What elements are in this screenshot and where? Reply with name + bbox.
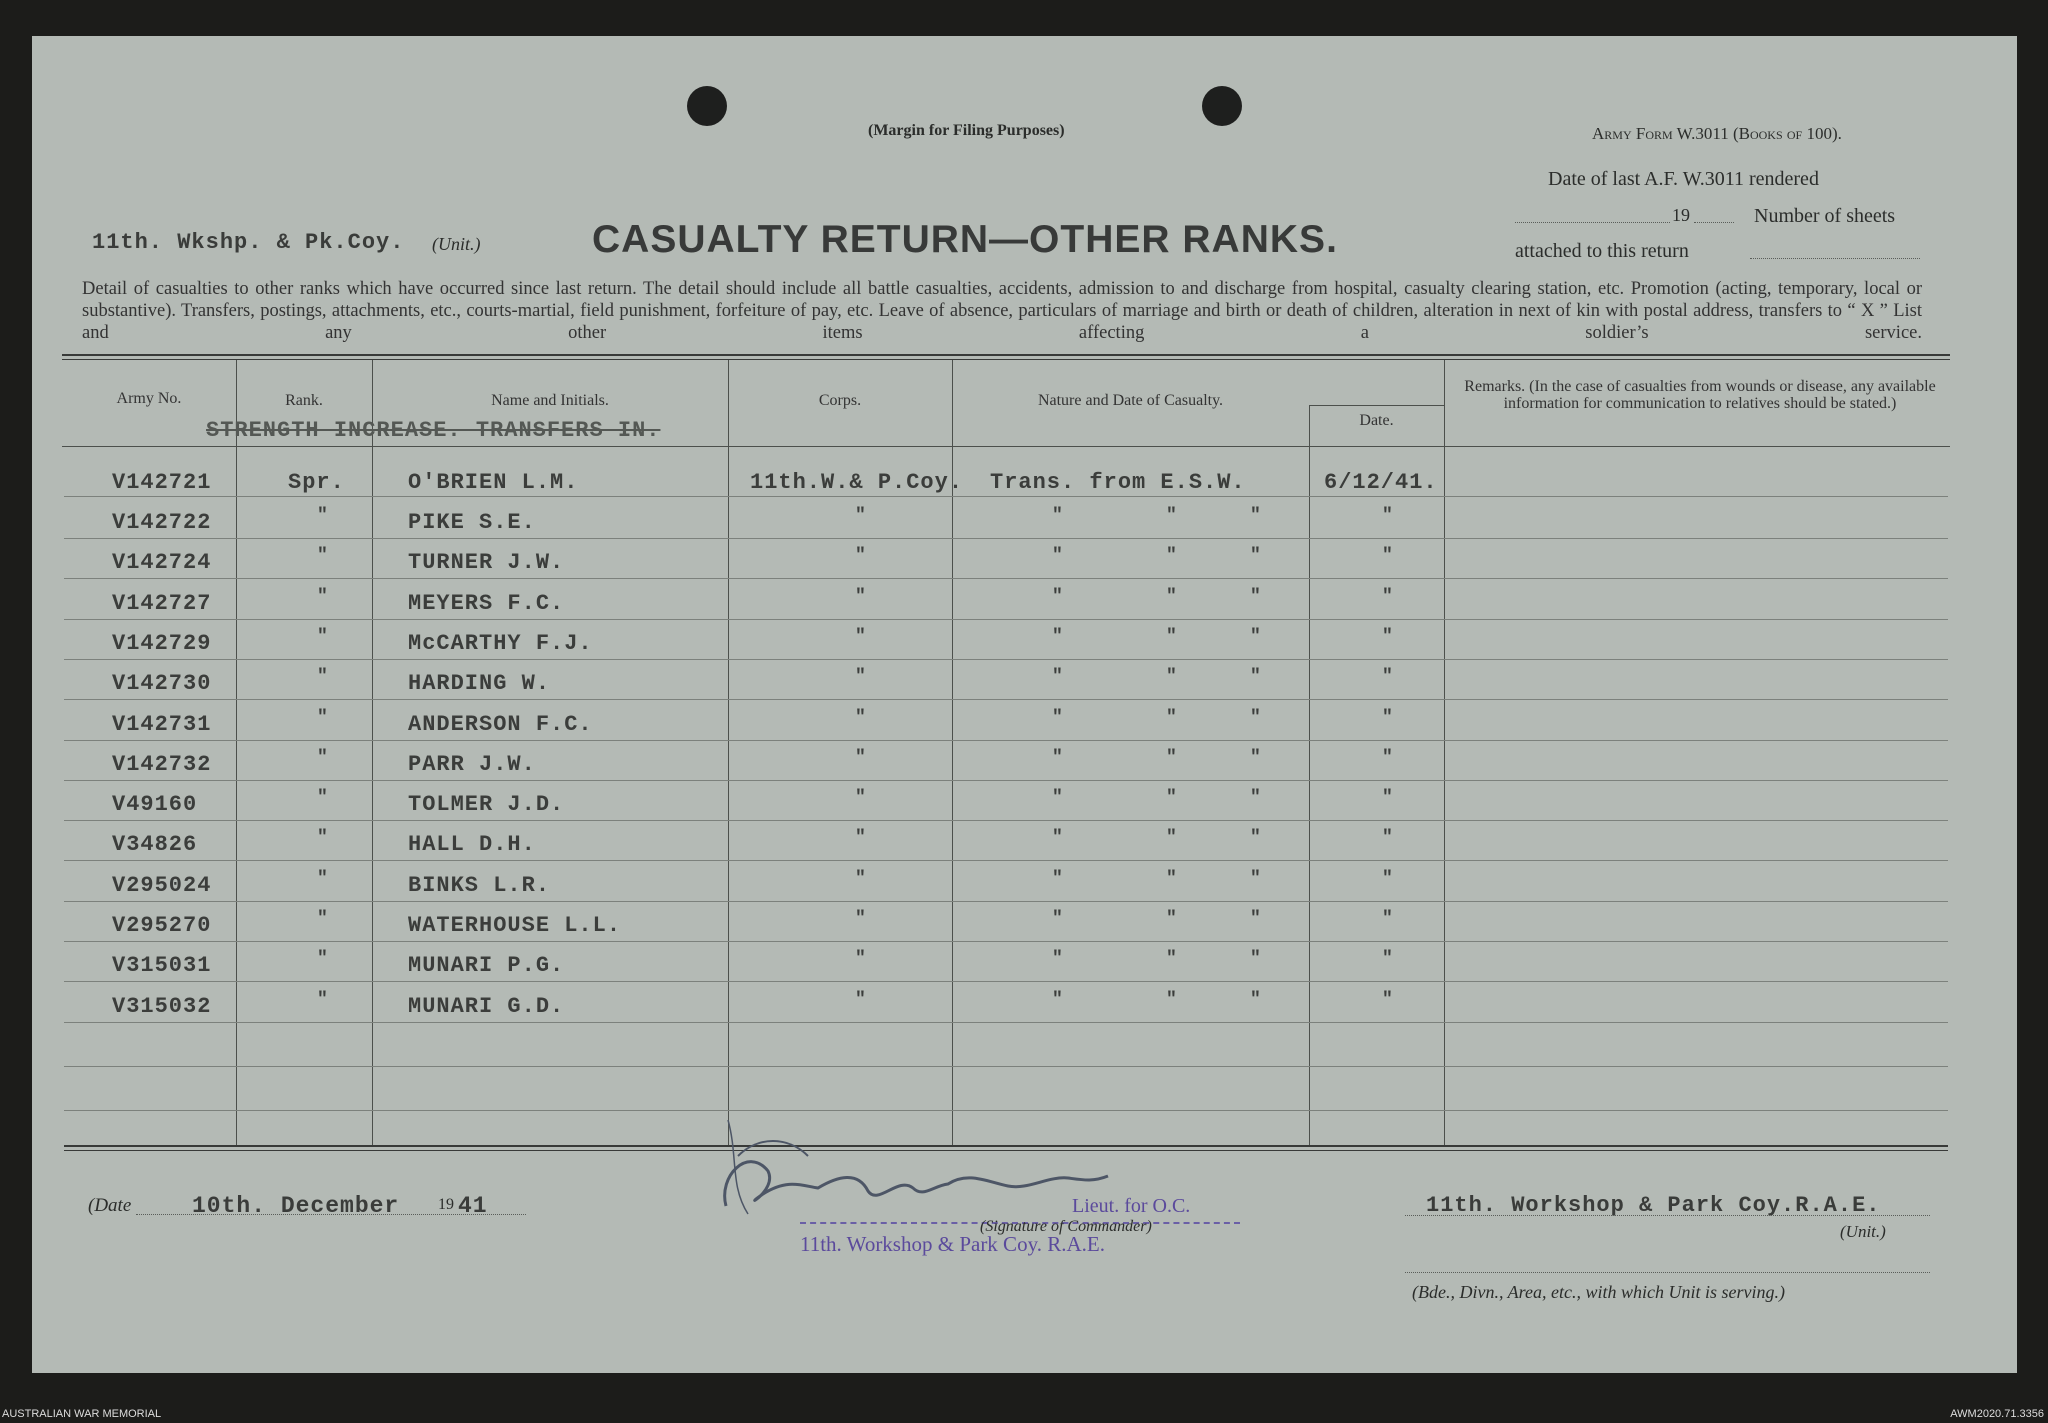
- ditto-mark: ": [1166, 626, 1177, 647]
- bde-label: (Bde., Divn., Area, etc., with which Unit is serving.): [1412, 1282, 1785, 1302]
- ditto-mark: ": [1382, 546, 1393, 567]
- ditto-mark: ": [317, 949, 328, 970]
- ditto-mark: ": [1250, 989, 1261, 1010]
- ditto-mark: ": [317, 546, 328, 567]
- ditto-mark: ": [317, 909, 328, 929]
- instructions-paragraph: Detail of casualties to other ranks which have occurred since last return. The detail should include all battle casualties, accidents, admission to and discharge from hospital, casualty clearing station, etc. Promotion (acting, temporary, local or substantive). Transfers, postings, attachments, etc., courts-martial, field punishment, forfeiture of pay, etc. Leave of absence, particulars of marriage and birth or death of children, alteration in next of kin with postal address, transfers to “ X ” List and any other items affecting a soldier’s service.: [82, 279, 1922, 343]
- row-rule: [64, 780, 1948, 781]
- stamp-unit: 11th. Workshop & Park Coy. R.A.E.: [800, 1232, 1105, 1256]
- table-row-army-no: V295024: [112, 872, 212, 898]
- ditto-mark: ": [855, 586, 866, 607]
- date-line: [1515, 222, 1670, 223]
- table-row-army-no: V142727: [112, 590, 212, 616]
- table-row-army-no: V142729: [112, 630, 212, 656]
- section-heading: STRENGTH INCREASE. TRANSFERS IN.: [206, 418, 661, 443]
- ditto-mark: ": [1052, 788, 1063, 809]
- row-rule: [64, 860, 1948, 861]
- ditto-mark: ": [317, 868, 328, 889]
- ditto-mark: ": [1382, 626, 1393, 647]
- table-row-name: MUNARI P.G.: [408, 953, 565, 979]
- ditto-mark: ": [317, 707, 328, 728]
- table-row-name: PARR J.W.: [408, 751, 536, 777]
- attached-line: [1750, 258, 1920, 259]
- ditto-mark: ": [1250, 868, 1261, 889]
- table-row-army-no: V142724: [112, 550, 212, 576]
- footer-year-value: 41: [458, 1193, 488, 1219]
- row-rule: [64, 659, 1948, 660]
- blank-row-rule: [64, 1110, 1948, 1111]
- table-row-army-no: V49160: [112, 792, 198, 818]
- ditto-mark: ": [317, 747, 328, 768]
- first-row-date: 6/12/41.: [1324, 470, 1438, 495]
- ditto-mark: ": [1166, 868, 1177, 889]
- archive-caption-left: AUSTRALIAN WAR MEMORIAL: [2, 1408, 162, 1420]
- ditto-mark: ": [1382, 707, 1393, 728]
- ditto-mark: ": [1250, 707, 1261, 728]
- form-title: CASUALTY RETURN—OTHER RANKS.: [592, 218, 1338, 261]
- ditto-mark: ": [855, 868, 866, 889]
- ditto-mark: ": [1052, 868, 1063, 889]
- ditto-mark: ": [1250, 949, 1261, 970]
- header-nature: Nature and Date of Casualty.: [1037, 392, 1224, 409]
- ditto-mark: ": [317, 586, 328, 607]
- column-divider: [372, 360, 373, 1145]
- ditto-mark: ": [1250, 909, 1261, 929]
- table-row-name: TURNER J.W.: [408, 550, 565, 576]
- ditto-mark: ": [317, 667, 328, 688]
- first-row-rank: Spr.: [288, 470, 345, 495]
- table-row-name: WATERHOUSE L.L.: [408, 913, 622, 938]
- table-row-army-no: V142732: [112, 751, 212, 777]
- ditto-mark: ": [1382, 506, 1393, 526]
- table-row-army-no: V295270: [112, 913, 212, 938]
- ditto-mark: ": [1052, 586, 1063, 607]
- table-row-name: MEYERS F.C.: [408, 590, 565, 616]
- table-row-name: McCARTHY F.J.: [408, 630, 593, 656]
- blank-row-rule: [64, 1066, 1948, 1067]
- ditto-mark: ": [1382, 949, 1393, 970]
- ditto-mark: ": [1382, 586, 1393, 607]
- table-row-name: BINKS L.R.: [408, 872, 551, 898]
- table-row-name: PIKE S.E.: [408, 510, 536, 535]
- ditto-mark: ": [855, 909, 866, 929]
- header-name: Name and Initials.: [491, 392, 609, 409]
- table-row-army-no: V142730: [112, 671, 212, 697]
- footer-unit-label: (Unit.): [1840, 1222, 1886, 1241]
- row-rule: [64, 538, 1948, 539]
- attached-label: attached to this return: [1515, 240, 1689, 262]
- table-row-name: ANDERSON F.C.: [408, 711, 593, 737]
- ditto-mark: ": [1250, 788, 1261, 809]
- header-rule: [62, 446, 1950, 447]
- ditto-mark: ": [855, 828, 866, 849]
- ditto-mark: ": [1166, 909, 1177, 929]
- sheets-label: Number of sheets: [1754, 205, 1896, 227]
- ditto-mark: ": [855, 747, 866, 768]
- date-subheader-rule: [1309, 405, 1444, 406]
- ditto-mark: ": [1382, 828, 1393, 849]
- unit-typed: 11th. Wkshp. & Pk.Coy.: [92, 230, 405, 255]
- year-line: [1694, 222, 1734, 223]
- ditto-mark: ": [855, 626, 866, 647]
- ditto-mark: ": [1052, 626, 1063, 647]
- row-rule: [64, 1022, 1948, 1023]
- ditto-mark: ": [855, 546, 866, 567]
- table-row-name: HARDING W.: [408, 671, 551, 697]
- row-rule: [64, 941, 1948, 942]
- ditto-mark: ": [1250, 546, 1261, 567]
- ditto-mark: ": [1052, 667, 1063, 688]
- filing-hole: [687, 86, 727, 126]
- ditto-mark: ": [1166, 506, 1177, 526]
- ditto-mark: ": [1250, 828, 1261, 849]
- row-rule: [64, 981, 1948, 982]
- ditto-mark: ": [1166, 989, 1177, 1010]
- ditto-mark: ": [1250, 626, 1261, 647]
- row-rule: [64, 496, 1948, 497]
- ditto-mark: ": [1382, 868, 1393, 889]
- ditto-mark: ": [317, 828, 328, 849]
- ditto-mark: ": [855, 949, 866, 970]
- stamp-rank: Lieut. for O.C.: [1072, 1195, 1191, 1217]
- table-row-army-no: V315032: [112, 993, 212, 1019]
- table-row-army-no: V315031: [112, 953, 212, 979]
- column-divider: [1444, 360, 1445, 1145]
- column-divider: [1309, 405, 1310, 1145]
- column-divider: [236, 360, 237, 1145]
- ditto-mark: ": [1250, 667, 1261, 688]
- footer-unit-typed: 11th. Workshop & Park Coy.R.A.E.: [1426, 1193, 1881, 1218]
- ditto-mark: ": [855, 667, 866, 688]
- filing-hole: [1202, 86, 1242, 126]
- first-row-corps: 11th.W.& P.Coy.: [750, 470, 964, 495]
- ditto-mark: ": [1166, 586, 1177, 607]
- archive-caption-right: AWM2020.71.3356: [1950, 1408, 2044, 1420]
- header-army-no: Army No.: [116, 390, 182, 407]
- header-remarks: Remarks. (In the case of casualties from wounds or disease, any available information for communication to relatives should be stated.): [1464, 378, 1936, 412]
- ditto-mark: ": [1052, 506, 1063, 526]
- ditto-mark: ": [1250, 747, 1261, 768]
- ditto-mark: ": [1382, 747, 1393, 768]
- ditto-mark: ": [1052, 949, 1063, 970]
- header-date: Date.: [1359, 412, 1394, 429]
- table-row-name: TOLMER J.D.: [408, 792, 565, 818]
- year-prefix: 19: [1672, 205, 1690, 225]
- last-rendered-label: Date of last A.F. W.3011 rendered: [1548, 168, 1819, 190]
- row-rule: [64, 820, 1948, 821]
- column-divider: [728, 360, 729, 1145]
- ditto-mark: ": [1052, 828, 1063, 849]
- ditto-mark: ": [855, 707, 866, 728]
- unit-line: [1405, 1215, 1930, 1216]
- first-row-army-no: V142721: [112, 470, 212, 495]
- ditto-mark: ": [317, 626, 328, 647]
- table-row-name: HALL D.H.: [408, 832, 536, 858]
- row-rule: [64, 578, 1948, 579]
- signature-label: (Signature of Commander): [980, 1218, 1152, 1235]
- ditto-mark: ": [1166, 667, 1177, 688]
- first-row-nature: Trans. from E.S.W.: [990, 470, 1246, 495]
- ditto-mark: ": [1052, 909, 1063, 929]
- row-rule: [64, 619, 1948, 620]
- ditto-mark: ": [1382, 989, 1393, 1010]
- row-rule: [64, 699, 1948, 700]
- ditto-mark: ": [1382, 667, 1393, 688]
- footer-year-prefix: 19: [438, 1196, 454, 1213]
- ditto-mark: ": [1052, 747, 1063, 768]
- ditto-mark: ": [1166, 707, 1177, 728]
- date-label: (Date: [88, 1195, 132, 1216]
- ditto-mark: ": [1166, 546, 1177, 567]
- first-row-name: O'BRIEN L.M.: [408, 470, 579, 495]
- table-top-rule-2: [62, 359, 1950, 360]
- ditto-mark: ": [1166, 949, 1177, 970]
- ditto-mark: ": [1166, 828, 1177, 849]
- ditto-mark: ": [1166, 788, 1177, 809]
- ditto-mark: ": [1052, 707, 1063, 728]
- unit-label: (Unit.): [432, 234, 481, 254]
- ditto-mark: ": [317, 506, 328, 526]
- ditto-mark: ": [1250, 586, 1261, 607]
- ditto-mark: ": [855, 989, 866, 1010]
- margin-note: (Margin for Filing Purposes): [868, 122, 1065, 139]
- form-number: Army Form W.3011 (Books of 100).: [1592, 124, 1842, 143]
- table-row-army-no: V142731: [112, 711, 212, 737]
- table-row-army-no: V142722: [112, 510, 212, 535]
- ditto-mark: ": [1382, 788, 1393, 809]
- ditto-mark: ": [1052, 989, 1063, 1010]
- ditto-mark: ": [1250, 506, 1261, 526]
- table-row-name: MUNARI G.D.: [408, 993, 565, 1019]
- row-rule: [64, 901, 1948, 902]
- table-top-rule: [62, 354, 1950, 356]
- ditto-mark: ": [855, 788, 866, 809]
- ditto-mark: ": [1166, 747, 1177, 768]
- table-row-army-no: V34826: [112, 832, 198, 858]
- ditto-mark: ": [855, 506, 866, 526]
- commander-signature: [708, 1116, 1128, 1226]
- header-rank: Rank.: [285, 392, 323, 409]
- ditto-mark: ": [317, 989, 328, 1010]
- header-corps: Corps.: [818, 392, 862, 409]
- ditto-mark: ": [1052, 546, 1063, 567]
- bde-line: [1405, 1272, 1930, 1273]
- ditto-mark: ": [317, 788, 328, 809]
- ditto-mark: ": [1382, 909, 1393, 929]
- date-value: 10th. December: [192, 1193, 400, 1219]
- row-rule: [64, 740, 1948, 741]
